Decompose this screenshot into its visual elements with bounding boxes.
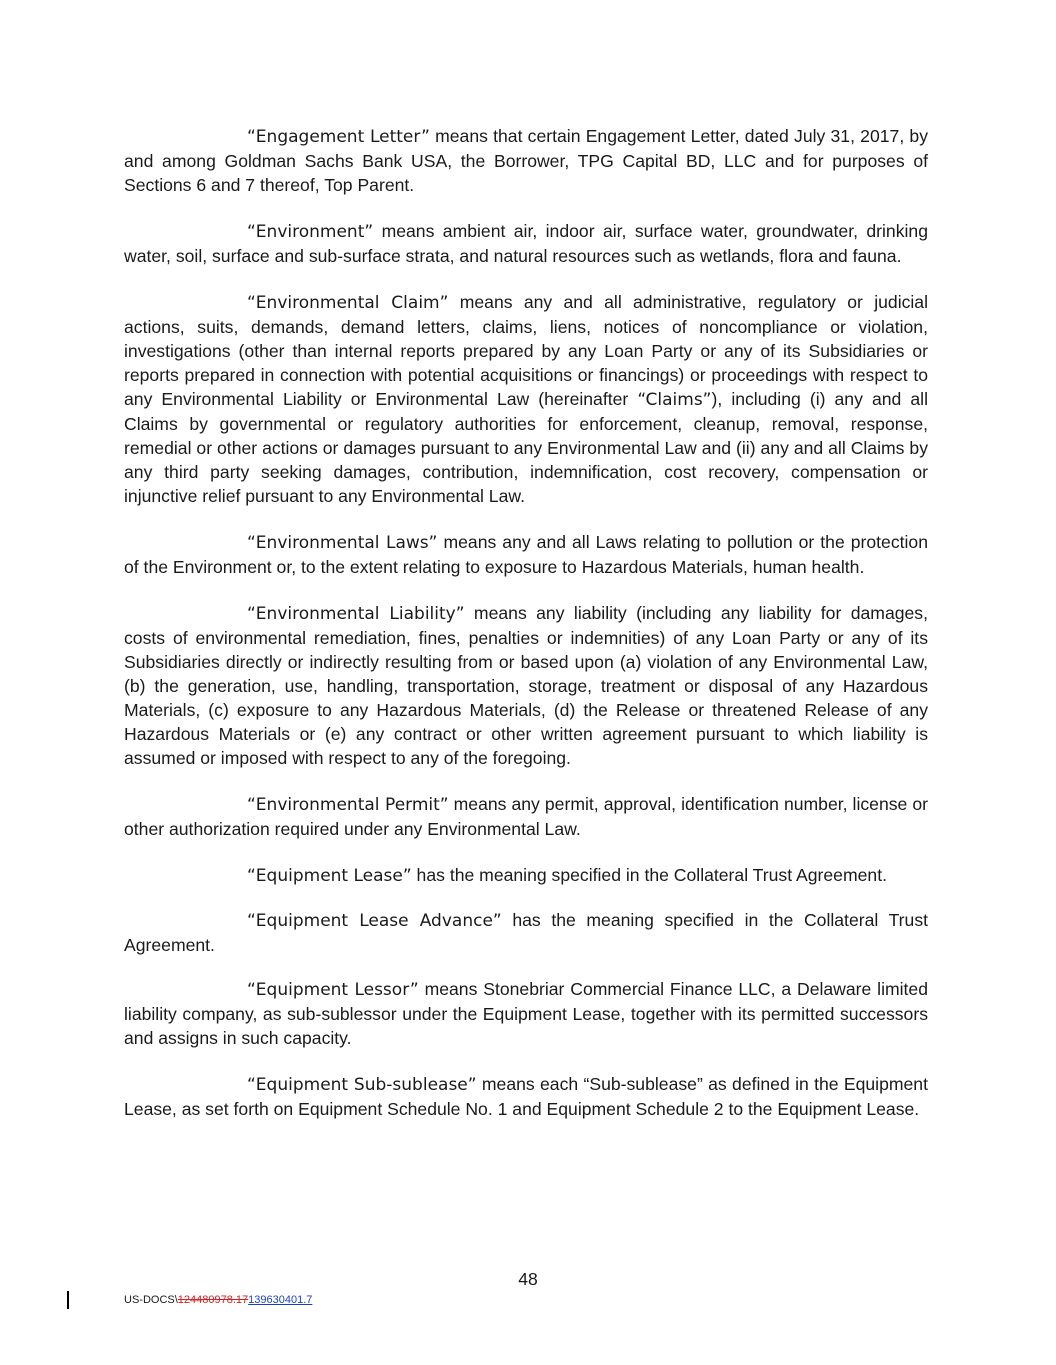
document-id-prefix: US-DOCS\ <box>124 1294 178 1306</box>
document-id-inserted: 139630401.7 <box>248 1294 313 1306</box>
definition-equipment-lease-advance <box>124 908 928 957</box>
defined-term: “Environmental Claim” <box>247 293 449 313</box>
definition-engagement-letter <box>124 124 928 197</box>
definition-text: means any and all administrative, regulatory or judicial actions, suits, demands, demand letters, claims, liens, notices of noncompliance or violation, investigations (other than internal reports prepared by any Loan Party or any of its Subsidiaries or reports prepared in connection with potential acquisitions or financings) or proceedings with respect to any Environmental Liability or Environmental Law (hereinafter <box>124 292 928 409</box>
definition-text: means any permit, approval, identification number, license or other authorization required under any Environmental Law. <box>124 794 928 839</box>
defined-term: “Equipment Sub-sublease” <box>247 1075 477 1095</box>
document-id-deleted: 124480978.17 <box>177 1294 249 1306</box>
definition-environment <box>124 219 928 268</box>
defined-term: “Environmental Liability” <box>247 604 465 624</box>
definition-text: means any and all Laws relating to pollution or the protection of the Environment or, to the extent relating to exposure to Hazardous Materials, human health. <box>124 532 928 577</box>
definition-text: means that certain Engagement Letter, dated July 31, 2017, by and among Goldman Sachs Bank USA, the Borrower, TPG Capital BD, LLC and for purposes of Sections 6 and 7 thereof, Top Parent. <box>124 126 929 195</box>
definition-text: means each “Sub-sublease” as defined in the Equipment Lease, as set forth on Equipment Schedule No. 1 and Equipment Schedule 2 to the Equipment Lease. <box>124 1074 928 1119</box>
defined-term: “Environmental Permit” <box>247 795 449 815</box>
defined-term: “Environment” <box>247 222 374 242</box>
definition-environmental-claim <box>124 290 928 508</box>
document-id <box>124 1294 312 1306</box>
page-number: 48 <box>518 1269 538 1289</box>
document-body <box>124 124 928 1143</box>
inner-defined-term: “Claims” <box>637 390 712 410</box>
revision-change-bar <box>67 1291 69 1309</box>
definition-equipment-lessor <box>124 977 928 1050</box>
definition-equipment-sub-sublease <box>124 1072 928 1121</box>
definition-text: means Stonebriar Commercial Finance LLC, a Delaware limited liability company, as sub-sublessor under the Equipment Lease, together with its permitted successors and assigns in such capacity. <box>124 979 928 1048</box>
defined-term: “Equipment Lessor” <box>247 980 419 1000</box>
defined-term: “Engagement Letter” <box>247 127 430 147</box>
definition-equipment-lease <box>124 863 928 888</box>
definition-environmental-laws <box>124 530 928 579</box>
definition-environmental-liability <box>124 601 928 770</box>
defined-term: “Equipment Lease Advance” <box>247 911 502 931</box>
defined-term: “Environmental Laws” <box>247 533 438 553</box>
definition-text: has the meaning specified in the Collateral Trust Agreement. <box>124 910 928 955</box>
definition-text: has the meaning specified in the Collateral Trust Agreement. <box>411 865 887 885</box>
definition-text: means any liability (including any liability for damages, costs of environmental remediation, fines, penalties or indemnities) of any Loan Party or any of its Subsidiaries directly or indirectly resulting from or based upon (a) violation of any Environmental Law, (b) the generation, use, handling, transportation, storage, treatment or disposal of any Hazardous Materials, (c) exposure to any Hazardous Materials, (d) the Release or threatened Release of any Hazardous Materials or (e) any contract or other written agreement pursuant to which liability is assumed or imposed with respect to any of the foregoing. <box>124 603 928 768</box>
definition-text: means ambient air, indoor air, surface water, groundwater, drinking water, soil, surface and sub-surface strata, and natural resources such as wetlands, flora and fauna. <box>124 221 928 266</box>
definition-environmental-permit <box>124 792 928 841</box>
definition-text-continued: ), including (i) any and all Claims by governmental or regulatory authorities for enforcement, cleanup, removal, response, remedial or other actions or damages pursuant to any Environmental Law and (ii) any and all Claims by any third party seeking damages, contribution, indemnification, cost recovery, compensation or injunctive relief pursuant to any Environmental Law. <box>124 389 928 506</box>
defined-term: “Equipment Lease” <box>247 866 412 886</box>
